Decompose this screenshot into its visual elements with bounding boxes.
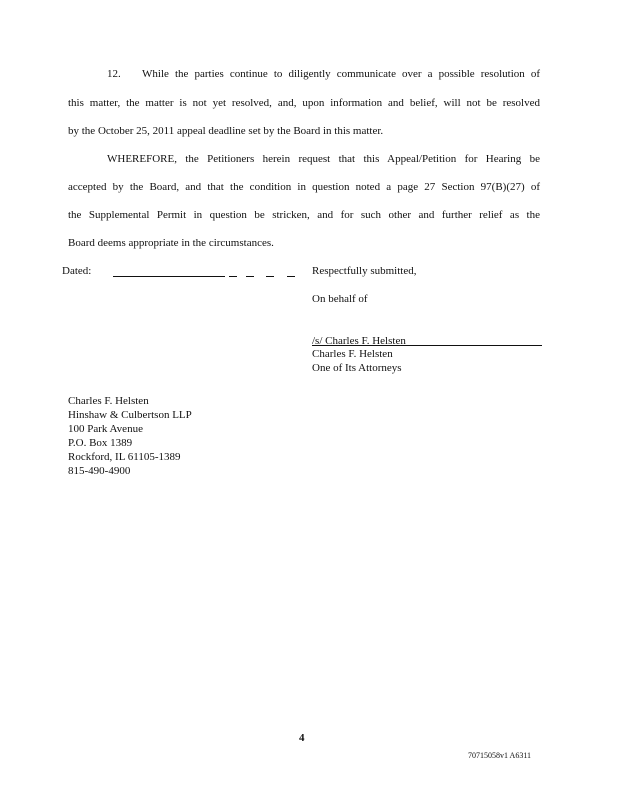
signer-title: One of Its Attorneys [312,362,402,374]
paragraph-12-line-2: this matter, the matter is not yet resolved, and, upon information and belief, will not be resolved [68,97,540,109]
address-name: Charles F. Helsten [68,395,149,407]
on-behalf-of: On behalf of [312,293,368,305]
date-blank-dash [246,276,254,277]
date-blank-dash [229,276,237,277]
paragraph-12-line-1: While the parties continue to diligently communicate over a possible resolution of [142,68,540,80]
address-city: Rockford, IL 61105-1389 [68,451,181,463]
paragraph-number: 12. [107,68,121,80]
wherefore-line-4: Board deems appropriate in the circumstances. [68,237,274,249]
paragraph-12-line-3: by the October 25, 2011 appeal deadline set by the Board in this matter. [68,125,384,137]
address-street: 100 Park Avenue [68,423,143,435]
document-id: 70715058v1 A6311 [468,751,532,760]
address-po-box: P.O. Box 1389 [68,437,133,449]
date-blank-dash [287,276,295,277]
date-blank-dash [266,276,274,277]
respectfully-submitted: Respectfully submitted, [312,265,417,277]
signer-name: Charles F. Helsten [312,348,393,360]
dated-label: Dated: [62,265,92,277]
date-blank-line [113,276,225,277]
wherefore-line-2: accepted by the Board, and that the condition in question noted a page 27 Section 97(B)(27) of [68,181,540,193]
address-firm: Hinshaw & Culbertson LLP [68,409,192,421]
electronic-signature: /s/ Charles F. Helsten [312,335,406,347]
address-phone: 815-490-4900 [68,465,131,477]
page-number: 4 [299,732,305,744]
wherefore-line-1: WHEREFORE, the Petitioners herein request that this Appeal/Petition for Hearing be [107,153,540,165]
wherefore-line-3: the Supplemental Permit in question be stricken, and for such other and further relief as the [68,209,540,221]
